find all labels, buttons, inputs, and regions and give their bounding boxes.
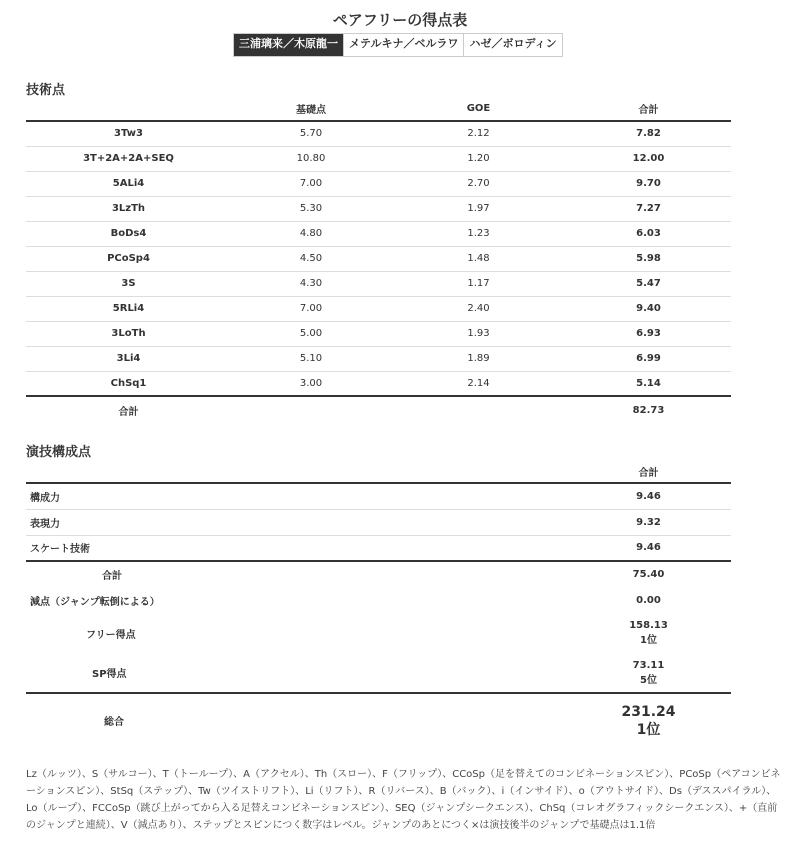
table-row xyxy=(26,535,731,561)
components-header-total: 合計 xyxy=(638,467,659,479)
col-header-goe: GOE xyxy=(466,102,491,114)
grand-total-score: 231.24 xyxy=(621,703,676,720)
deduction-value: 0.00 xyxy=(636,594,661,606)
goe-cell: 2.14 xyxy=(467,377,490,389)
sp-score-label: SP得点 xyxy=(92,669,127,680)
components-total-row xyxy=(26,561,731,587)
total-cell: 5.98 xyxy=(636,253,661,264)
base-cell: 3.00 xyxy=(299,377,323,389)
element-cell: ChSq1 xyxy=(110,377,147,389)
element-cell: 3LzTh xyxy=(111,203,146,214)
grand-total-rank: 1位 xyxy=(636,721,661,738)
total-cell: 12.00 xyxy=(632,153,665,164)
sp-score-value: 73.11 xyxy=(632,659,665,671)
components-table xyxy=(26,460,731,747)
grand-total-row xyxy=(26,693,731,747)
total-cell: 6.03 xyxy=(636,228,661,239)
goe-cell: 1.97 xyxy=(467,203,490,214)
grand-total-label: 総合 xyxy=(104,717,124,728)
element-cell: 3S xyxy=(121,278,136,289)
table-row xyxy=(26,483,731,509)
technical-table xyxy=(26,96,731,423)
goe-cell: 2.40 xyxy=(467,303,490,314)
component-label: 構成力 xyxy=(30,492,60,504)
component-value: 9.46 xyxy=(636,490,661,502)
total-cell: 5.14 xyxy=(636,377,661,389)
element-cell: 5ALi4 xyxy=(112,178,145,189)
tab-miura-kihara[interactable]: 三浦璃来／木原龍一 xyxy=(234,34,343,56)
deduction-row xyxy=(26,587,731,613)
element-cell: 3Li4 xyxy=(116,353,141,364)
base-cell: 5.00 xyxy=(299,328,323,339)
base-cell: 5.10 xyxy=(299,353,323,364)
table-row xyxy=(26,121,731,146)
goe-cell: 2.12 xyxy=(467,128,490,140)
base-cell: 7.00 xyxy=(299,303,323,314)
deduction-label: 減点（ジャンプ転倒による） xyxy=(30,596,160,608)
pair-tabs xyxy=(233,33,563,57)
tab-metelkina-berulava[interactable]: メテルキナ／ベルラワ xyxy=(343,34,463,56)
base-cell: 7.00 xyxy=(299,178,323,189)
tab-hase-volodin[interactable]: ハゼ／ボロディン xyxy=(463,34,561,56)
base-cell: 4.50 xyxy=(299,253,323,264)
table-row xyxy=(26,221,731,246)
sp-score-row xyxy=(26,653,731,693)
table-row xyxy=(26,171,731,196)
components-total-label: 合計 xyxy=(102,571,122,582)
goe-cell: 1.93 xyxy=(467,328,490,339)
element-cell: PCoSp4 xyxy=(107,253,150,264)
free-score-rank: 1位 xyxy=(640,635,657,646)
element-cell: 3Tw3 xyxy=(114,128,143,140)
score-summary xyxy=(26,561,731,747)
total-cell: 9.40 xyxy=(636,303,661,314)
table-row xyxy=(26,346,731,371)
base-cell: 5.70 xyxy=(299,128,323,140)
table-row xyxy=(26,321,731,346)
element-cell: 3LoTh xyxy=(111,328,146,339)
free-score-value: 158.13 xyxy=(629,620,668,631)
element-cell: 5RLi4 xyxy=(112,303,145,314)
abbreviation-legend: Lz（ルッツ）、S（サルコー）、T（トーループ）、A（アクセル）、Th（スロー）、F（フリップ）、CCoSp（足を替えてのコンビネーションスピン）、PCoSp（ペアコンビネーションスピン）、StSq（ステップ）、Tw（ツイストリフト）、Li（リフト）、R（リバース）、B（バック）、i（インサイド）、o（アウトサイド）、Ds（デススパイラル）、Lo（ループ）、FCCoSp（跳び上がってから入る足替えコンビネーションスピン）、SEQ（ジャンプシークエンス）、ChSq（コレオグラフィックシークエンス）、+（直前のジャンプと連続）、V（減点あり）、ステップとスピンにつく数字はレベル。ジャンプのあとにつく×は演技後半のジャンプで基礎点は1.1倍 xyxy=(26,769,781,831)
base-cell: 5.30 xyxy=(299,203,323,214)
base-cell: 4.30 xyxy=(299,278,323,289)
goe-cell: 2.70 xyxy=(467,178,490,189)
component-value: 9.32 xyxy=(636,516,661,528)
free-score-row xyxy=(26,613,731,653)
technical-rows xyxy=(26,121,731,396)
goe-cell: 1.17 xyxy=(467,278,490,289)
component-label: スケート技術 xyxy=(30,544,90,556)
technical-total-label: 合計 xyxy=(118,406,139,418)
table-row xyxy=(26,296,731,321)
total-cell: 6.99 xyxy=(636,353,661,364)
element-cell: 3T+2A+2A+SEQ xyxy=(83,153,174,164)
technical-total-row xyxy=(26,396,731,423)
table-row xyxy=(26,246,731,271)
goe-cell: 1.20 xyxy=(467,153,490,164)
col-header-element xyxy=(26,96,231,121)
technical-total-value: 82.73 xyxy=(632,404,665,416)
base-cell: 4.80 xyxy=(299,228,323,239)
total-cell: 7.82 xyxy=(636,128,661,140)
base-cell: 10.80 xyxy=(296,153,326,164)
goe-cell: 1.89 xyxy=(467,353,490,364)
total-cell: 9.70 xyxy=(636,178,661,189)
total-cell: 6.93 xyxy=(636,328,661,339)
component-value: 9.46 xyxy=(636,542,661,554)
goe-cell: 1.23 xyxy=(467,228,490,239)
page-title: ペアフリーの得点表 xyxy=(332,11,468,29)
goe-cell: 1.48 xyxy=(467,253,490,264)
table-row xyxy=(26,509,731,535)
col-header-total: 合計 xyxy=(638,104,659,116)
total-cell: 5.47 xyxy=(636,278,661,289)
table-row xyxy=(26,196,731,221)
free-score-label: フリー得点 xyxy=(86,629,136,641)
table-row xyxy=(26,271,731,296)
table-row xyxy=(26,371,731,396)
components-section-title: 演技構成点 xyxy=(26,445,92,460)
technical-section-title: 技術点 xyxy=(26,83,66,98)
col-header-base: 基礎点 xyxy=(296,104,326,116)
total-cell: 7.27 xyxy=(636,203,661,214)
element-cell: BoDs4 xyxy=(110,228,147,239)
components-total-value: 75.40 xyxy=(632,569,665,580)
sp-score-rank: 5位 xyxy=(640,674,657,686)
components-rows xyxy=(26,483,731,561)
table-row xyxy=(26,146,731,171)
component-label: 表現力 xyxy=(30,518,60,530)
